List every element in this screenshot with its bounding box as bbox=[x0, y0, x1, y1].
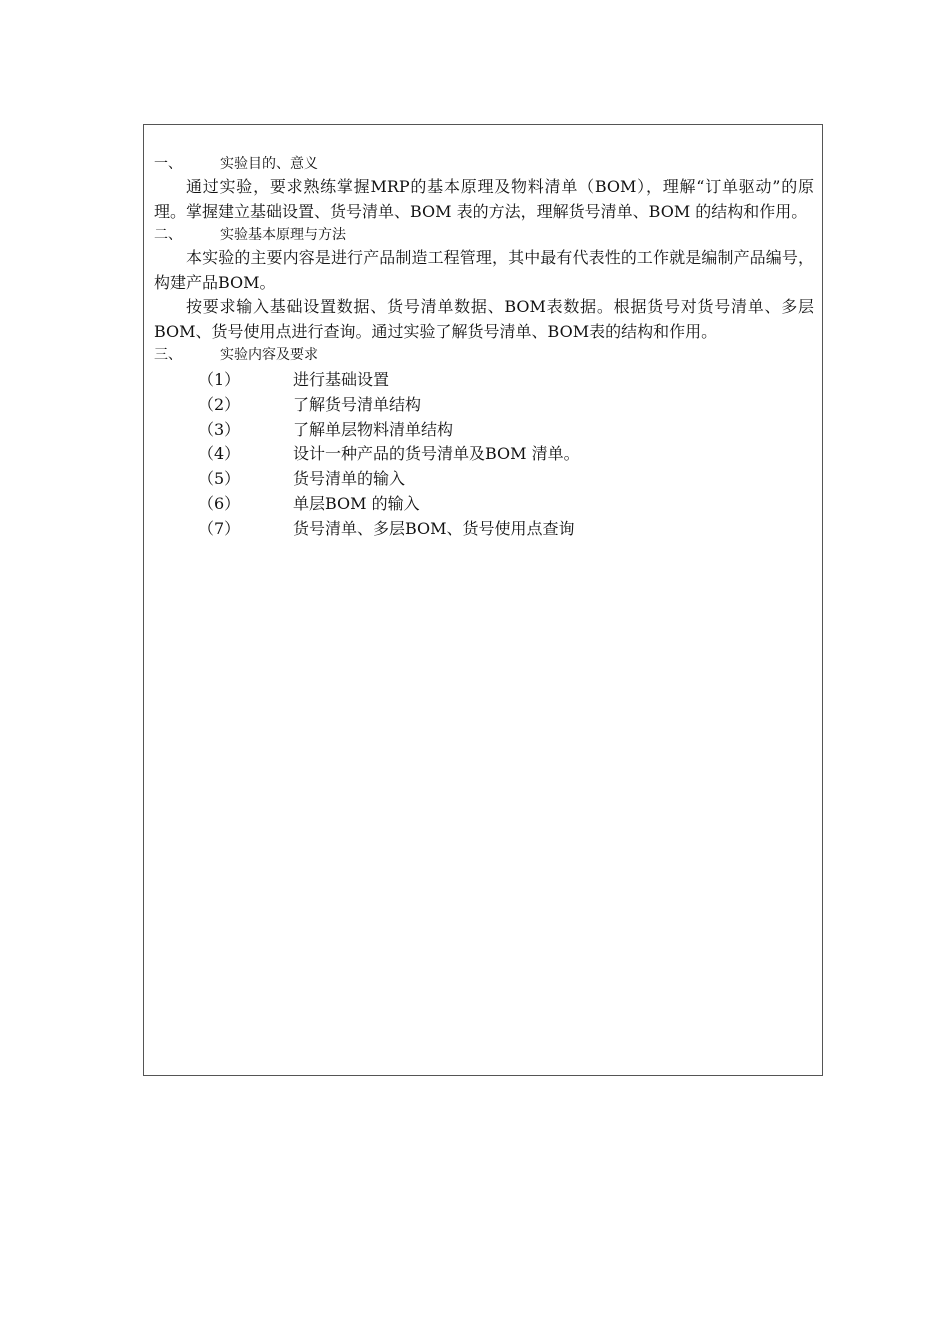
list-item-text: 单层BOM 的输入 bbox=[293, 493, 420, 513]
section-3-heading bbox=[154, 344, 814, 366]
list-item bbox=[154, 492, 814, 517]
section-2-title: 实验基本原理与方法 bbox=[220, 227, 346, 243]
section-2-heading bbox=[154, 224, 814, 246]
list-item-index: （1） bbox=[198, 370, 241, 389]
list-item-index: （2） bbox=[198, 394, 241, 414]
list-item-text: 了解单层物料清单结构 bbox=[293, 419, 454, 439]
list-item-index: （5） bbox=[198, 469, 241, 489]
list-item bbox=[154, 517, 814, 542]
section-3-title: 实验内容及要求 bbox=[220, 347, 318, 363]
list-item-text: 货号清单、多层BOM、货号使用点查询 bbox=[293, 518, 575, 538]
document-content bbox=[154, 153, 814, 542]
list-item-text: 设计一种产品的货号清单及BOM 清单。 bbox=[293, 444, 580, 464]
list-item-text: 进行基础设置 bbox=[293, 370, 390, 389]
section-2-number: 二、 bbox=[154, 227, 182, 243]
section-2-paragraph-2: 按要求输入基础设置数据、货号清单数据、BOM表数据。根据货号对货号清单、多层BOM、货号使用点进行查询。通过实验了解货号清单、BOM表的结构和作用。 bbox=[154, 297, 814, 341]
list-item-index: （7） bbox=[198, 518, 241, 538]
document-frame bbox=[143, 124, 823, 1076]
list-item-index: （3） bbox=[198, 419, 241, 439]
section-2-paragraph-1: 本实验的主要内容是进行产品制造工程管理，其中最有代表性的工作就是编制产品编号，构建产品BOM。 bbox=[154, 248, 814, 292]
list-item bbox=[154, 368, 814, 393]
section-1-paragraph-1: 通过实验，要求熟练掌握MRP的基本原理及物料清单（BOM），理解“订单驱动”的原理。掌握建立基础设置、货号清单、BOM 表的方法，理解货号清单、BOM 的结构和作用。 bbox=[154, 177, 814, 221]
list-item bbox=[154, 442, 814, 467]
list-item bbox=[154, 418, 814, 443]
list-item-text: 了解货号清单结构 bbox=[293, 394, 422, 414]
list-item bbox=[154, 393, 814, 418]
requirements-list bbox=[154, 368, 814, 542]
list-item-index: （6） bbox=[198, 493, 241, 513]
list-item-index: （4） bbox=[198, 444, 241, 464]
section-1-title: 实验目的、意义 bbox=[220, 156, 318, 172]
section-3-number: 三、 bbox=[154, 347, 182, 363]
list-item bbox=[154, 467, 814, 492]
section-1-heading bbox=[154, 153, 814, 175]
list-item-text: 货号清单的输入 bbox=[293, 469, 406, 489]
section-1-number: 一、 bbox=[154, 156, 182, 172]
